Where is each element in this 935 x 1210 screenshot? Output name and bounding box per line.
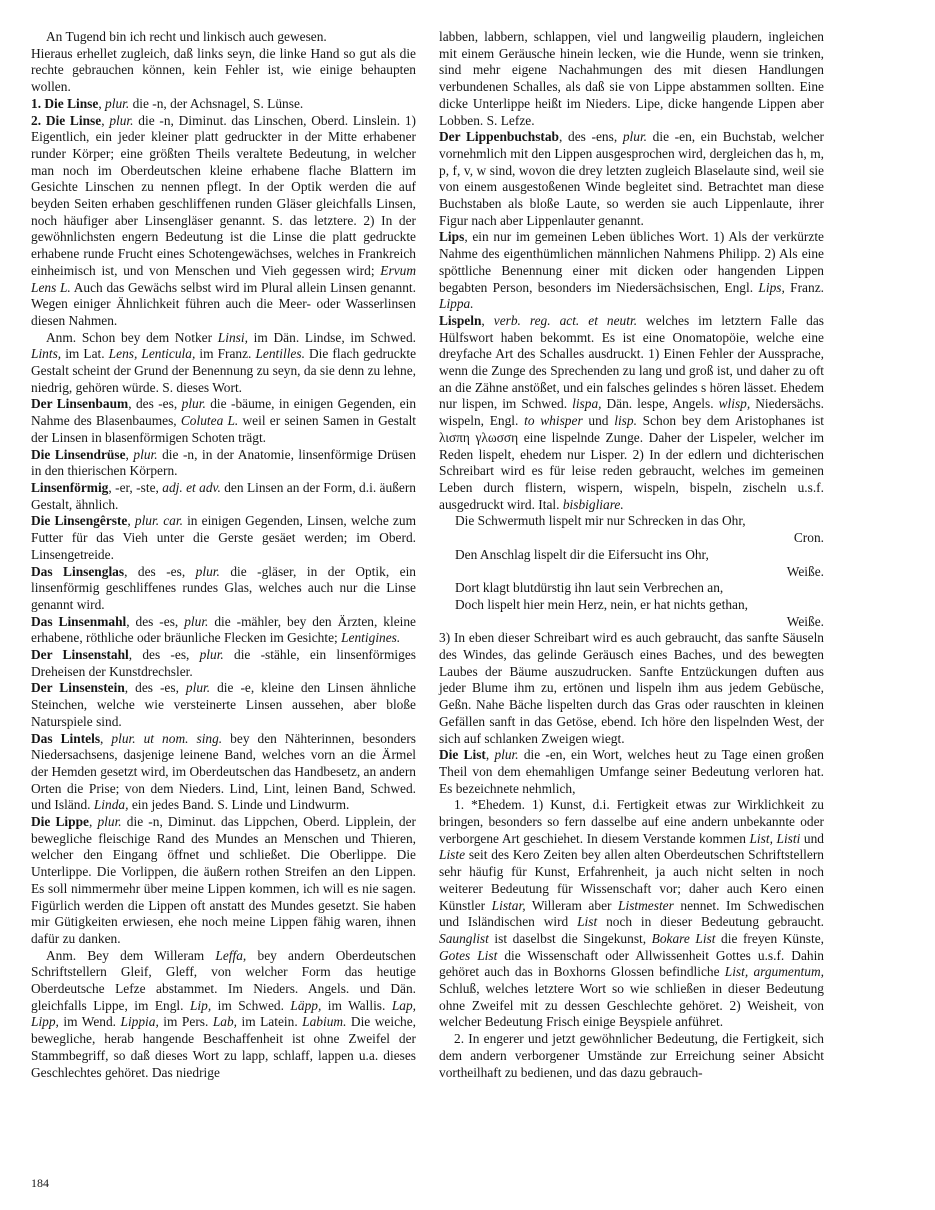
quote-attribution — [439, 614, 824, 631]
entry-text: 3) In eben dieser Schreibart wird es auch gebraucht, das sanfte Säuseln des Windes, das gelinde Geräusch eines Baches, und des bewegten Laubes der Bäume auszudrucken. Sanfte Entzückungen duften aus jeder Blume ihm zu, ertönen und lispeln ihm aus jedem Gebüsche, Geßn. Nahe Bäche lispelten durch das Gras oder rauschten in kleinen Gefällen sanft in das Getöse, ebend. Ich höre den lispelnden West, der sich auf schlanken Zweigen wiegt. — [439, 630, 824, 746]
italic-text: Linda, — [93, 797, 129, 813]
entry-text: Die flach gedruckte Gestalt scheint der Grund der Benennung zu seyn, da sie denn zu lehne, niedrig, gehören würde. S. dieses Wort. — [31, 346, 417, 395]
italic-text: Lentilles. — [255, 346, 305, 362]
italic-text: List, argumentum, — [724, 964, 824, 980]
entry-text: und — [582, 413, 615, 429]
entry-text: die -n, Diminut. das Linschen, Oberd. Linslein. 1) Eigentlich, ein jeder kleiner platt gedruckter in der Mitte erhabener runder Körper; eine größten Theils veraltete Bedeutung, in welcher man noch im Oberdeutschen kleine erhabene flache Blattern im Gesichte Linschen zu nennen pflegt. In der Optik werden die auf beyden Seiten erhaben geschliffenen runden Gläser gleichfalls Linsen, noch häufiger aber Linsengläser genannt. S. das letztere. 2) In der gewöhnlichsten engern Bedeutung ist die Linse die platt gedruckte erhabene runde Frucht eines Schotengewächses, welches in Frankreich einheimisch ist, und von Menschen und Vieh gegessen wird; — [31, 112, 417, 278]
entry-text: die -gläser, in der Optik, ein linsenförmig geschliffenes rundes Glas, welches auch nur die Linse genannt wird. — [31, 563, 416, 612]
headword: Die Linsendrüse — [31, 446, 126, 462]
dictionary-entry — [31, 731, 416, 815]
dictionary-entry — [31, 396, 416, 446]
entry-text: die -n, in der Anatomie, linsenförmige Drüsen in den thierischen Körpern. — [31, 446, 416, 479]
entry-text: nennet. Im Schwedischen und Isländischen wird — [439, 897, 825, 930]
entry-text: , des -ens, — [559, 129, 623, 145]
italic-text: adj. et adv. — [162, 479, 221, 495]
headword: 2. Die Linse — [31, 112, 102, 128]
entry-text: die -en, ein Buchstab, welcher vornehmlich mit den Lippen ausgesprochen wird, dergleichen das h, m, p, f, v, w sind, wovon die drey letzten zugleich Blaselaute sind, weil sie von einem ausgestoßenen Winde begleitet sind. Betrachtet man diese Buchstaben als bloße Laute, so werden sie auch Lippenlaute, ihrer Figur nach aber Lippenlauter genannt. — [439, 129, 824, 228]
entry-text: Die weiche, bewegliche, herab hangende Beschaffenheit ist ohne Zweifel der Stammbegriff, so daß dieses Wort zu lapp, schlaff, lappen u.a. dieses Geschlechtes gehöret. Das niedrige — [31, 1014, 417, 1080]
entry-text: weil er seinen Samen in Gestalt der Linsen in blasenförmigen Schoten trägt. — [31, 413, 417, 445]
entry-text: bey andern Oberdeutschen Schriftstellern Gleif, Gleff, von welcher Form das heutige Oberdeutsche Lefze abstammet. Im Nieders. Angels. und Dän. gleichfalls Lippe, im Engl. — [31, 947, 416, 1013]
italic-text: lisp. — [614, 413, 637, 429]
entry-text: Dort klagt blutdürstig ihn laut sein Verbrechen an, — [455, 580, 724, 596]
italic-text: Labium. — [302, 1014, 347, 1030]
italic-text: verb. reg. act. et neutr. — [493, 312, 638, 328]
entry-text: den Linsen an der Form, d.i. äußern Gestalt, ähnlich. — [31, 479, 416, 512]
entry-text: Den Anschlag lispelt dir die Eifersucht ins Ohr, — [455, 546, 709, 562]
entry-text: im Latein. — [237, 1014, 303, 1030]
dictionary-entry — [439, 229, 824, 313]
italic-text: Lippia, — [120, 1014, 159, 1030]
entry-text: An Tugend bin ich recht und linkisch auch gewesen. — [46, 29, 327, 44]
entry-text: Schon bey dem Aristophanes ist λισπη γλωσση eine lispelnde Zunge. Daher der Lispeler, welcher im Reden lispelt, ehedem nur Lisper. 2) In der edlern und dichterischen Schreibart wird es für leise reden gebraucht, welches im gemeinen Leben durch flistern, wispern, wispeln, bispeln, zischeln u.s.f. ausgedruckt wird. Ital. — [439, 413, 825, 512]
italic-text: Lentigines. — [341, 630, 401, 646]
dictionary-entry — [31, 113, 416, 330]
dictionary-entry — [439, 313, 824, 513]
entry-text: , — [127, 513, 135, 529]
italic-text: Listar, — [491, 897, 526, 913]
entry-text: seit des Kero Zeiten bey allen alten Oberdeutschen Schriftstellern sehr häufig für Kunst, Erfahrenheit, ja auch nicht selten in noch weiterer Bedeutung für Wissenschaft vor; daher auch Kero einen Künstler — [439, 847, 824, 913]
headword: Das Linsenglas — [31, 563, 125, 579]
entry-text: 2. In engerer und jetzt gewöhnlicher Bedeutung, die Fertigkeit, sich dem andern verborgener Umstände zur Erreichung seiner Absicht vortheilhaft zu bedienen, und das dazu gebrauch- — [439, 1031, 824, 1080]
headword: 1. Die Linse — [31, 95, 99, 111]
italic-text: to whisper — [524, 413, 583, 429]
italic-text: plur. — [622, 129, 648, 145]
italic-text: List, Listi — [749, 830, 801, 846]
entry-text: im Dän. Lindse, im Schwed. — [247, 329, 416, 345]
entry-text: die -n, Diminut. das Lippchen, Oberd. Lipplein, der bewegliche fleischige Rand des Mundes an Menschen und Thieren, welcher den Eingang öffnet und schließet. Die Oberlippe. Die Unterlippe. Die Vorlippen, die äußern rothen Streifen an den Lippen. Es soll nimmermehr über meine Lippen kommen, ich will es nie sagen. Figürlich werden die Lippen oft anstatt des Mundes gesetzt. Sie haben mir Gütigkeiten erwiesen, ehe noch meine Lippen fähig waren, ihnen dafür zu danken. — [31, 814, 417, 946]
italic-text: plur. car. — [134, 513, 183, 529]
italic-text: plur. — [199, 647, 224, 663]
italic-text: plur. — [109, 112, 134, 128]
entry-text: Willeram aber — [525, 897, 619, 913]
italic-text: Listmester — [618, 897, 674, 913]
italic-text: Gotes List — [439, 947, 498, 963]
headword: Lips — [439, 229, 465, 245]
dictionary-entry — [31, 614, 416, 647]
headword: Die Linsengêrste — [31, 513, 128, 529]
entry-text: im Wallis. — [321, 997, 392, 1013]
entry-text: und — [800, 830, 824, 846]
entry-text: , des -es, — [124, 563, 196, 579]
left-column — [31, 29, 416, 1081]
verse-line — [439, 580, 824, 597]
italic-text: Lip, — [189, 997, 212, 1013]
italic-text: Lens, Lenticula, — [108, 346, 196, 362]
entry-text: Niedersächs. wispeln, Engl. — [439, 396, 825, 429]
dictionary-entry — [31, 948, 416, 1082]
entry-text: ist daselbst die Singekunst, — [488, 930, 652, 946]
entry-text: , des -es, — [128, 647, 200, 663]
italic-text: List — [577, 914, 598, 930]
entry-text: , ein nur im gemeinen Leben übliches Wort. 1) Als der verkürzte Nahme des eigenthümlichen männlichen Nahmens Philipp. 2) Als eine spöttliche Benennung einer mit dicken oder hangenden Lippen begabten Person, besonders im Niedersächsischen, Engl. — [439, 229, 824, 295]
entry-text: , — [101, 112, 110, 128]
entry-text: im Franz. — [195, 346, 256, 362]
entry-text: Hieraus erhellet zugleich, daß links seyn, die linke Hand so gut als die rechte gebrauchen können, kein Fehler ist, wie einige behaupten wollen. — [31, 45, 416, 95]
entry-text: die -mähler, bey den Ärzten, kleine erhabene, röthliche oder bräunliche Flecken im Gesichte; — [31, 613, 416, 646]
entry-text: die -n, der Achsnagel, S. Lünse. — [129, 95, 304, 111]
verse-line — [439, 547, 824, 564]
italic-text: plur. — [133, 446, 158, 462]
italic-text: Läpp, — [290, 997, 322, 1013]
entry-text: , des -es, — [124, 680, 186, 696]
italic-text: Colutea L. — [180, 413, 239, 429]
italic-text: Ervum Lens L. — [31, 262, 416, 295]
headword: Das Lintels — [31, 730, 101, 746]
dictionary-entry — [439, 29, 824, 129]
verse-line — [439, 597, 824, 614]
dictionary-entry — [439, 797, 824, 1031]
headword: Die Lippe — [31, 814, 89, 830]
entry-text: Schluß, welches letztere Wort so wie schließen in dieser Bedeutung ohne Zweifel mit zu dessen Geschlechte gehöret. 2) Weisheit, von welcher Bedeutung Frisch einige Beyspiele anführet. — [439, 981, 824, 1030]
entry-text: noch in dieser Bedeutung gebraucht. — [597, 914, 825, 930]
italic-text: plur. — [97, 814, 122, 830]
dictionary-entry — [31, 330, 416, 397]
entry-text: labben, labbern, schlappen, viel und langweilig plaudern, ingleichen mit einem Geräusche hinein lecken, wie die Hunde, wenn sie trinken, sind mehr eigene Nachahmungen des mit diesen Handlungen verbundenen Schalles, als daß sie von Lippe abstammen sollten. Eine dicke Unterlippe heißt im Nieders. Lipe, dicke hangende Lippen aber Lobben. S. Lefze. — [439, 29, 824, 128]
italic-text: Liste — [439, 847, 466, 863]
italic-text: Lippa. — [439, 296, 474, 312]
dictionary-entry — [31, 29, 416, 46]
entry-text: Cron. — [793, 530, 824, 546]
entry-text: Franz. — [784, 279, 824, 295]
dictionary-entry — [31, 647, 416, 680]
entry-text: Auch das Gewächs selbst wird im Plural allein Linsen genannt. Wegen einiger Ähnlichkeit führen auch die Meer- oder Wasserlinsen diesen Nahmen. — [31, 279, 416, 328]
entry-text: Weiße. — [786, 613, 824, 629]
entry-text: ein jedes Band. S. Linde und Lindwurm. — [128, 797, 350, 813]
italic-text: plur. — [105, 95, 130, 111]
italic-text: Lap, Lipp, — [31, 997, 416, 1030]
dictionary-entry — [31, 564, 416, 614]
italic-text: plur. — [185, 680, 211, 696]
entry-text: die -en, ein Wort, welches heut zu Tage einen großen Theil von dem ehemahligen Umfange seiner Bedeutung verloren hat. Es bezeichnete nehmlich, — [439, 747, 824, 796]
italic-text: plur. — [195, 563, 220, 579]
dictionary-entry — [31, 46, 416, 96]
italic-text: wlisp, — [718, 396, 751, 412]
dictionary-entry — [31, 814, 416, 948]
italic-text: lispa, — [572, 396, 602, 412]
dictionary-entry — [31, 680, 416, 730]
entry-text: die -stähle, ein linsenförmiges Dreheisen der Kunstdrechsler. — [31, 647, 416, 679]
dictionary-entry — [31, 447, 416, 480]
italic-text: Bokare List — [651, 930, 716, 946]
page-number: 184 — [31, 1176, 49, 1190]
entry-text: Doch lispelt hier mein Herz, nein, er hat nichts gethan, — [455, 596, 749, 612]
entry-text: im Schwed. — [211, 997, 291, 1013]
italic-text: plur. — [494, 747, 519, 763]
entry-text: , — [481, 312, 494, 328]
headword: Der Linsenstahl — [31, 647, 129, 663]
italic-text: Leffa, — [215, 947, 247, 963]
italic-text: Saunglist — [439, 930, 489, 946]
italic-text: Lints, — [31, 346, 62, 362]
entry-text: im Pers. — [158, 1014, 213, 1030]
entry-text: 1. *Ehedem. 1) Kunst, d.i. Fertigkeit etwas zur Wirklichkeit zu bringen, besonders so fern dasselbe auf eine andern unbekannte oder verborgene Art geschiehet. In diesem Verstande kommen — [439, 797, 824, 846]
entry-text: , — [100, 730, 112, 746]
entry-text: welches im letztern Falle das Hülfswort haben bekommt. Es ist eine Onomatopöie, welche eine dreyfache Art des Schalles ausdruckt. 1) Einen Fehler der Aussprache, wenn die Zunge des Sprechenden zu lang und groß ist, und daher zu oft an die Zähne anstößet, und ein falsches gelindes s hören lässet. Ehedem nur lispen, im Schwed. — [439, 312, 824, 412]
italic-text: Lips, — [758, 279, 785, 295]
italic-text: Lab, — [212, 1014, 238, 1030]
entry-text: in einigen Gegenden, Linsen, welche zum Futter für das Vieh unter die Gerste gesäet werden; im Oberd. Linsengetreide. — [31, 513, 416, 562]
verse-line — [439, 513, 824, 530]
entry-text: , — [88, 814, 98, 830]
headword: Der Linsenbaum — [31, 396, 129, 412]
italic-text: plur. — [181, 396, 206, 412]
italic-text: Linsi, — [217, 329, 248, 345]
headword: Der Linsenstein — [31, 680, 125, 696]
dictionary-entry — [439, 630, 824, 747]
headword: Die List — [439, 747, 486, 763]
dictionary-entry — [439, 129, 824, 229]
entry-text: Anm. Bey dem Willeram — [46, 947, 216, 963]
quote-attribution — [439, 530, 824, 547]
entry-text: , des -es, — [126, 613, 185, 629]
entry-text: bey den Nähterinnen, besonders Niedersachsens, dasjenige leinene Band, welches vorn an die Ärmel der Hemden gesetzt wird, im Oberdeutschen das Handbesetz, an andern Orten die Prise; von dem Nieders. Lind, Lint, leinen Band, Schwed. und Isländ. — [31, 730, 416, 813]
entry-text: im Lat. — [61, 346, 109, 362]
headword: Der Lippenbuchstab — [439, 129, 560, 145]
dictionary-entry — [31, 513, 416, 563]
headword: Lispeln — [439, 312, 482, 328]
entry-text: die Wissenschaft oder Allwissenheit Gottes u.s.f. Dahin gehöret auch das in Boxhorns Glossen befindliche — [439, 947, 824, 980]
entry-text: , -er, -ste, — [108, 479, 163, 495]
entry-text: die -e, kleine den Linsen ähnliche Steinchen, welche wie versteinerte Linsen aussehen, aber bloße Naturspiele sind. — [31, 680, 416, 729]
italic-text: bisbigliare. — [562, 496, 624, 512]
quote-attribution — [439, 564, 824, 581]
entry-text: die -bäume, in einigen Gegenden, ein Nahme des Blasenbaumes, — [31, 396, 417, 429]
headword: Linsenförmig — [31, 479, 109, 495]
entry-text: , — [98, 95, 106, 111]
entry-text: , — [125, 446, 134, 462]
dictionary-entry — [31, 480, 416, 513]
italic-text: plur. ut nom. sing. — [111, 730, 223, 746]
entry-text: Weiße. — [786, 563, 824, 579]
entry-text: Dän. lespe, Angels. — [601, 396, 719, 412]
entry-text: , des -es, — [128, 396, 182, 412]
dictionary-entry — [439, 1031, 824, 1081]
italic-text: plur. — [184, 613, 209, 629]
right-column — [439, 29, 824, 1081]
entry-text: , — [485, 747, 495, 763]
entry-text: im Wend. — [58, 1014, 121, 1030]
dictionary-entry — [31, 96, 416, 113]
entry-text: Anm. Schon bey dem Notker — [46, 329, 218, 345]
dictionary-entry — [439, 747, 824, 797]
entry-text: die freyen Künste, — [715, 930, 824, 946]
entry-text: Die Schwermuth lispelt mir nur Schrecken in das Ohr, — [455, 513, 746, 529]
headword: Das Linsenmahl — [31, 613, 127, 629]
